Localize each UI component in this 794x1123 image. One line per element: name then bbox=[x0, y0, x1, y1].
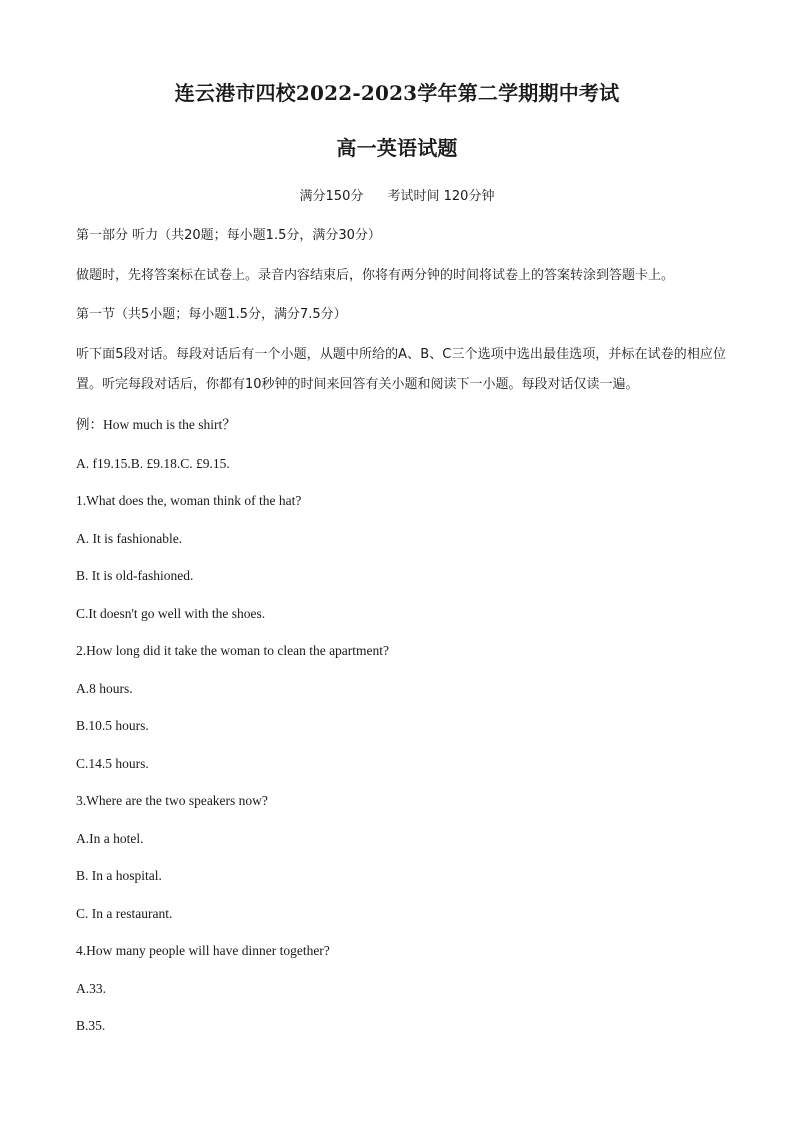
question-3-option-a: A.In a hotel. bbox=[76, 831, 144, 846]
section1-instruction: 听下面5段对话。每段对话后有一个小题，从题中所给的A、B、C三个选项中选出最佳选项，并标在试卷的相应位置。听完每段对话后，你都有10秒钟的时间来回答有关小题和阅读下一小题。每段对话仅读一遍。 bbox=[76, 347, 726, 392]
full-score: 满分150分 bbox=[299, 189, 364, 204]
question-3-option-c: C. In a restaurant. bbox=[76, 906, 173, 921]
question-3-option-b: B. In a hospital. bbox=[76, 868, 162, 883]
question-2-stem: 2.How long did it take the woman to clean the apartment? bbox=[76, 643, 390, 658]
question-1-stem: 1.What does the, woman think of the hat? bbox=[76, 493, 302, 508]
example-options: A. f19.15.B. £9.18.C. £9.15. bbox=[76, 456, 230, 471]
question-1-option-a: A. It is fashionable. bbox=[76, 531, 183, 546]
question-4-stem: 4.How many people will have dinner together? bbox=[76, 943, 330, 958]
question-1-option-b: B. It is old-fashioned. bbox=[76, 568, 194, 583]
exam-meta bbox=[0, 185, 794, 204]
question-2-option-c: C.14.5 hours. bbox=[76, 756, 149, 771]
part1-heading: 第一部分 听力（共20题；每小题1.5分，满分30分） bbox=[76, 228, 381, 243]
exam-title: 连云港市四校2022-2023学年第二学期期中考试 bbox=[174, 81, 620, 105]
question-4-option-a: A.33. bbox=[76, 981, 106, 996]
example-question: 例：How much is the shirt？ bbox=[76, 417, 236, 432]
exam-time: 考试时间 120分钟 bbox=[387, 189, 495, 204]
part1-instruction: 做题时，先将答案标在试卷上。录音内容结束后，你将有两分钟的时间将试卷上的答案转涂到答题卡上。 bbox=[76, 268, 675, 283]
question-4-option-b: B.35. bbox=[76, 1018, 106, 1033]
question-1-option-c: C.It doesn't go well with the shoes. bbox=[76, 606, 266, 621]
section1-heading: 第一节（共5小题；每小题1.5分，满分7.5分） bbox=[76, 307, 347, 322]
question-2-option-a: A.8 hours. bbox=[76, 681, 133, 696]
question-2-option-b: B.10.5 hours. bbox=[76, 718, 149, 733]
question-3-stem: 3.Where are the two speakers now? bbox=[76, 793, 268, 808]
exam-subtitle: 高一英语试题 bbox=[336, 136, 458, 160]
